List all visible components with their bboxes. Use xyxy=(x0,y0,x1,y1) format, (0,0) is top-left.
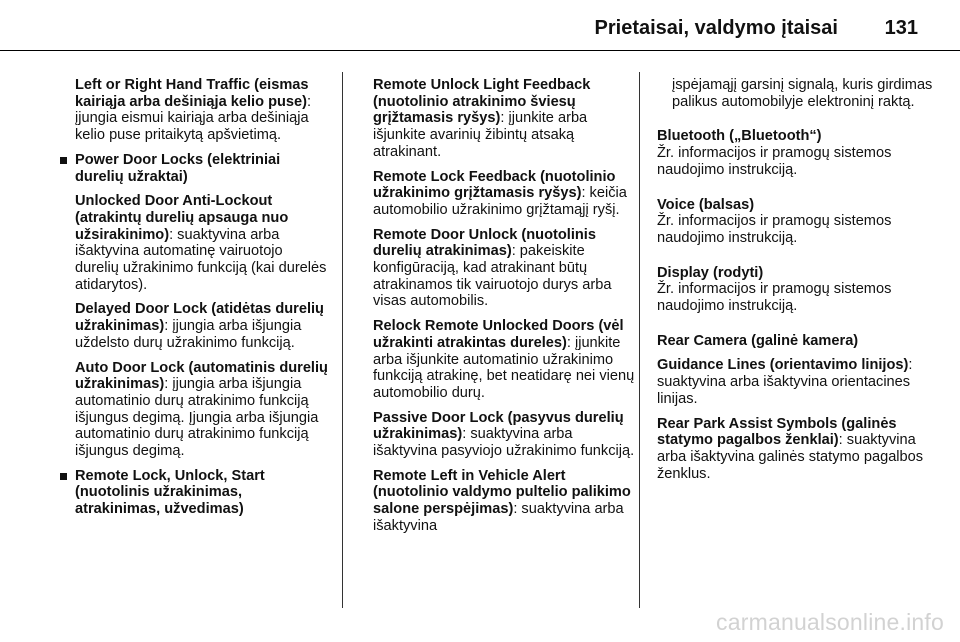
watermark: carmanualsonline.info xyxy=(716,609,944,635)
entry-anti-lockout: Unlocked Door Anti-Lockout (atrakintų durelių apsauga nuo užsirakinimo): suaktyvina arba išaktyvina automatinę vairuotojo durelių užrakinimo funkciją (kai durelės atidarytos). xyxy=(75,193,327,293)
page-header xyxy=(0,0,960,50)
bullet-remote-lock: Remote Lock, Unlock, Start (nuotolinis užrakinimas, atrakinimas, užvedimas) xyxy=(58,468,330,518)
entry-guidance-lines: Guidance Lines (orientavimo linijos): suaktyvina arba išaktyvina orientacines linijas. xyxy=(657,357,913,407)
entry-bluetooth: Bluetooth („Bluetooth“) Žr. informacijos ir pramogų sistemos naudojimo instrukciją. xyxy=(657,128,892,178)
entry-passive-lock: Passive Door Lock (pasyvus durelių užrakinimas): suaktyvina arba išaktyvina pasyviojo užrakinimo funkciją. xyxy=(373,409,635,460)
entry-delayed-lock: Delayed Door Lock (atidėtas durelių užrakinimas): įjungia arba išjungia uždelsto durų užrakinimo funkciją. xyxy=(75,301,324,351)
header-rule xyxy=(0,50,960,51)
entry-traffic: Left or Right Hand Traffic (eismas kairiąja arba dešiniąja kelio puse): įjungia eismui kairiąja arba dešiniąja kelio puse pritaikytą apšvietimą. xyxy=(75,77,312,144)
page-title: Prietaisai, valdymo įtaisai xyxy=(594,17,838,39)
column-1 xyxy=(58,77,330,526)
entry-voice: Voice (balsas) Žr. informacijos ir pramogų sistemos naudojimo instrukciją. xyxy=(657,196,892,246)
heading-rear-camera: Rear Camera (galinė kamera) xyxy=(657,332,859,349)
entry-lock-feedback: Remote Lock Feedback (nuotolinio užrakinimo grįžtamasis ryšys): keičia automobilio užrakinimo grįžtamąjį ryšį. xyxy=(373,168,627,218)
column-2 xyxy=(373,77,635,543)
column-divider-2 xyxy=(639,72,640,608)
column-3 xyxy=(657,77,937,490)
entry-display: Display (rodyti) Žr. informacijos ir pramogų sistemos naudojimo instrukciją. xyxy=(657,264,892,315)
entry-left-in-vehicle: Remote Left in Vehicle Alert (nuotolinio valdymo pultelio palikimo salone perspėjimas): suaktyvina arba išaktyvina xyxy=(373,467,631,534)
bullet-power-door-locks: Power Door Locks (elektriniai durelių užraktai) xyxy=(58,152,330,185)
entry-relock: Relock Remote Unlocked Doors (vėl užrakinti atrakintas dureles): įjunkite arba išjunkite automatinio užrakinimo funkciją atrakinę, bet neatidarę nei vienų automobilio durų. xyxy=(373,318,635,401)
column-divider-1 xyxy=(342,72,343,608)
entry-auto-lock: Auto Door Lock (automatinis durelių užrakinimas): įjungia arba išjungia automatinio durų atrakinimo funkciją išjungus degimą. Įjungia arba išjungia automatinio durų atrakinimo funkciją išjungus degimą. xyxy=(75,359,328,460)
entry-continued: įspėjamąjį garsinį signalą, kuris girdimas palikus automobilyje elektroninį raktą. xyxy=(672,77,933,110)
page-number: 131 xyxy=(884,17,918,39)
entry-remote-unlock: Remote Door Unlock (nuotolinis durelių atrakinimas): pakeiskite konfigūraciją, kad atrakinant būtų atrakinamos tik vairuotojo durys arba visas automobilis. xyxy=(373,226,612,310)
entry-unlock-light: Remote Unlock Light Feedback (nuotolinio atrakinimo šviesų grįžtamasis ryšys): įjunkite arba išjunkite avarinių žibintų atsaką atrakinant. xyxy=(373,77,591,160)
entry-rear-park-assist: Rear Park Assist Symbols (galinės statymo pagalbos ženklai): suaktyvina arba išaktyvina galinės statymo pagalbos ženklus. xyxy=(657,415,924,482)
